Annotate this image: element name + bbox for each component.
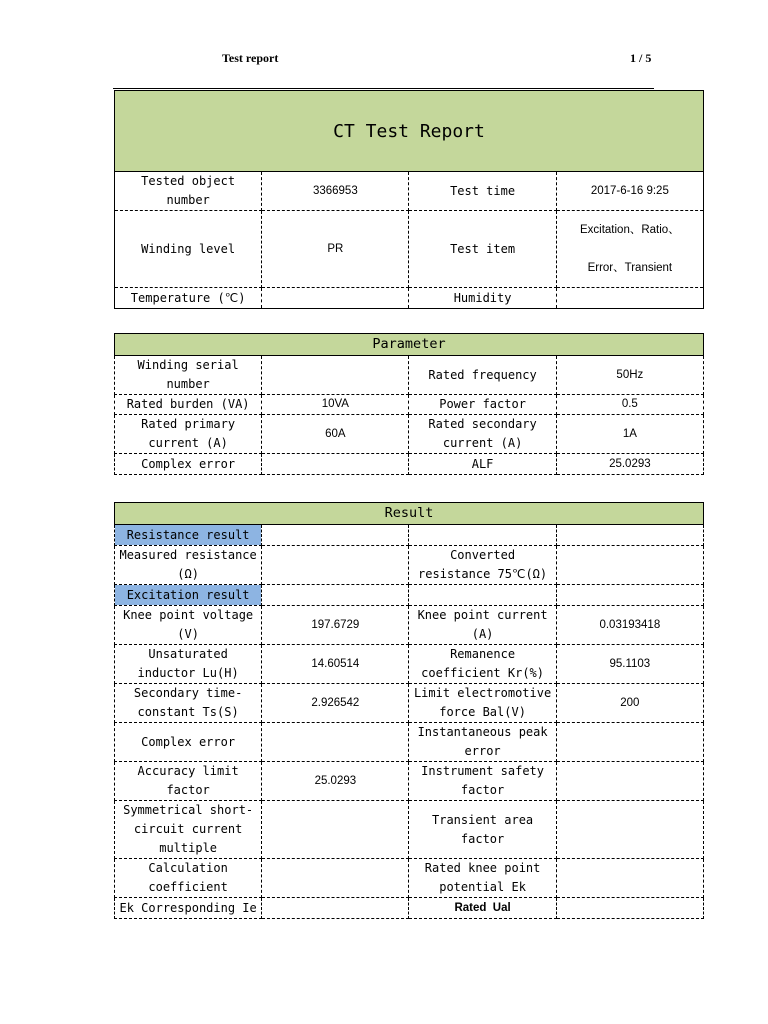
accuracy-limit-value: 25.0293 <box>262 762 409 801</box>
empty-cell <box>262 525 409 546</box>
header-rule <box>113 88 654 89</box>
test-item-value-line-2: Error、Transient <box>587 262 673 274</box>
rated-ual-label: Rated Ual <box>409 898 556 919</box>
measured-resistance-value <box>262 546 409 585</box>
rated-secondary-value: 1A <box>556 415 703 454</box>
alf-value: 25.0293 <box>556 454 703 475</box>
complex-error-value <box>262 454 409 475</box>
result-heading: Result <box>115 503 704 525</box>
page-header-title: Test report <box>222 51 279 65</box>
limit-emf-label: Limit electromotive force Bal(V) <box>409 684 556 723</box>
page-number: 1 / 5 <box>630 51 652 65</box>
transient-area-value <box>556 801 703 859</box>
temperature-value <box>262 288 409 309</box>
rated-frequency-label: Rated frequency <box>409 356 556 395</box>
test-item-value-line-1: Excitation、Ratio、 <box>579 224 680 236</box>
empty-cell <box>556 525 703 546</box>
rated-frequency-value: 50Hz <box>556 356 703 395</box>
secondary-tc-label: Secondary time-constant Ts(S) <box>115 684 262 723</box>
instrument-safety-value <box>556 762 703 801</box>
ek-ie-value <box>262 898 409 919</box>
winding-level-label: Winding level <box>115 211 262 288</box>
transient-area-label: Transient area factor <box>409 801 556 859</box>
calc-coeff-value <box>262 859 409 898</box>
empty-cell <box>262 585 409 606</box>
symmetrical-sc-label: Symmetrical short-circuit current multiple <box>115 801 262 859</box>
power-factor-value: 0.5 <box>556 395 703 415</box>
humidity-value <box>556 288 703 309</box>
test-time-value: 2017-6-16 9:25 <box>556 172 703 211</box>
calc-coeff-label: Calculation coefficient <box>115 859 262 898</box>
accuracy-limit-label: Accuracy limit factor <box>115 762 262 801</box>
rated-knee-potential-value <box>556 859 703 898</box>
knee-current-value: 0.03193418 <box>556 606 703 645</box>
humidity-label: Humidity <box>409 288 556 309</box>
knee-voltage-label: Knee point voltage (V) <box>115 606 262 645</box>
measured-resistance-label: Measured resistance (Ω) <box>115 546 262 585</box>
rated-ual-value <box>556 898 703 919</box>
complex-error-label: Complex error <box>115 454 262 475</box>
empty-cell <box>409 525 556 546</box>
rated-burden-value: 10VA <box>262 395 409 415</box>
secondary-tc-value: 2.926542 <box>262 684 409 723</box>
empty-cell <box>409 585 556 606</box>
remanence-value: 95.1103 <box>556 645 703 684</box>
result-table <box>114 502 704 919</box>
winding-serial-value <box>262 356 409 395</box>
info-table <box>114 90 704 309</box>
test-item-label: Test item <box>409 211 556 288</box>
result-complex-error-label: Complex error <box>115 723 262 762</box>
power-factor-label: Power factor <box>409 395 556 415</box>
empty-cell <box>556 585 703 606</box>
converted-resistance-value <box>556 546 703 585</box>
knee-current-label: Knee point current (A) <box>409 606 556 645</box>
test-item-value <box>556 211 703 288</box>
rated-secondary-label: Rated secondary current (A) <box>409 415 556 454</box>
resistance-result-label: Resistance result <box>115 525 262 546</box>
remanence-label: Remanence coefficient Kr(%) <box>409 645 556 684</box>
rated-burden-label: Rated burden (VA) <box>115 395 262 415</box>
instrument-safety-label: Instrument safety factor <box>409 762 556 801</box>
winding-serial-label: Winding serial number <box>115 356 262 395</box>
inst-peak-error-label: Instantaneous peak error <box>409 723 556 762</box>
unsat-inductor-value: 14.60514 <box>262 645 409 684</box>
tested-object-label: Tested object number <box>115 172 262 211</box>
result-complex-error-value <box>262 723 409 762</box>
unsat-inductor-label: Unsaturated inductor Lu(H) <box>115 645 262 684</box>
excitation-result-label: Excitation result <box>115 585 262 606</box>
test-time-label: Test time <box>409 172 556 211</box>
rated-primary-label: Rated primary current (A) <box>115 415 262 454</box>
parameter-table <box>114 333 704 475</box>
winding-level-value: PR <box>262 211 409 288</box>
tested-object-value: 3366953 <box>262 172 409 211</box>
parameter-heading: Parameter <box>115 334 704 356</box>
alf-label: ALF <box>409 454 556 475</box>
inst-peak-error-value <box>556 723 703 762</box>
temperature-label: Temperature (℃) <box>115 288 262 309</box>
rated-primary-value: 60A <box>262 415 409 454</box>
knee-voltage-value: 197.6729 <box>262 606 409 645</box>
symmetrical-sc-value <box>262 801 409 859</box>
rated-knee-potential-label: Rated knee point potential Ek <box>409 859 556 898</box>
report-title: CT Test Report <box>115 91 704 172</box>
limit-emf-value: 200 <box>556 684 703 723</box>
ek-ie-label: Ek Corresponding Ie <box>115 898 262 919</box>
converted-resistance-label: Converted resistance 75℃(Ω) <box>409 546 556 585</box>
